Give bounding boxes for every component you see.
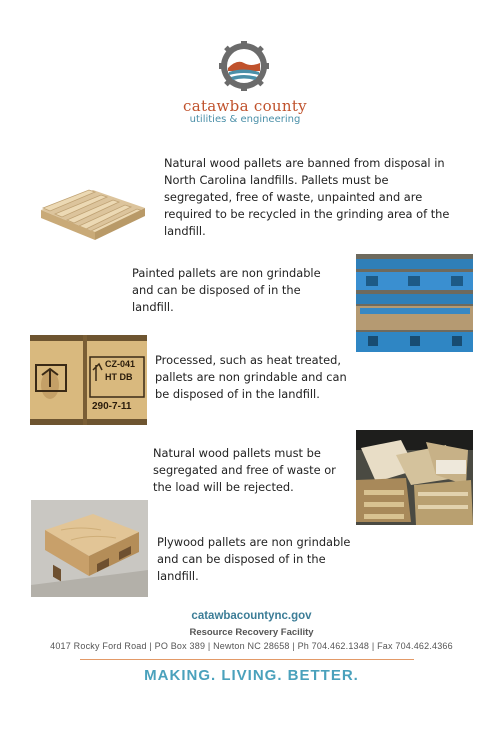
stamp-line-3: 290-7-11 [92, 401, 132, 412]
tagline: MAKING. LIVING. BETTER. [144, 667, 359, 684]
natural-pallet-ban-text: Natural wood pallets are banned from disposal in North Carolina landfills. Pallets must be segregated, free of waste, unpainted and are required to be recycled in the grinding area of the landfill. [164, 156, 450, 238]
website-link[interactable]: catawbacountync.gov [191, 610, 312, 622]
facility-name: Resource Recovery Facility [189, 627, 314, 638]
mixed-waste-pallets-photo [356, 430, 473, 525]
painted-pallet-text: Painted pallets are non grindable and can be disposed of in the landfill. [132, 266, 321, 314]
brand-name: catawba county [183, 97, 307, 115]
county-logo [219, 41, 269, 91]
stamp-line-2: HT DB [105, 372, 133, 382]
contact-address: 4017 Rocky Ford Road | PO Box 389 | Newton NC 28658 | Ph 704.462.1348 | Fax 704.462.4366 [50, 641, 453, 651]
natural-wood-pallet-photo [33, 160, 153, 250]
plywood-pallet-photo [31, 500, 148, 597]
brand-subtitle: utilities & engineering [189, 114, 301, 125]
segregation-text: Natural wood pallets must be segregated and free of waste or the load will be rejected. [153, 446, 336, 494]
processed-pallet-text: Processed, such as heat treated, pallets are non grindable and can be disposed of in the landfill. [155, 353, 347, 401]
stamp-line-1: CZ-041 [105, 359, 136, 369]
heat-treated-stamp-photo [30, 335, 147, 425]
plywood-pallet-text: Plywood pallets are non grindable and can be disposed of in the landfill. [157, 535, 351, 583]
footer-divider [80, 659, 414, 660]
painted-pallets-photo [356, 254, 473, 352]
